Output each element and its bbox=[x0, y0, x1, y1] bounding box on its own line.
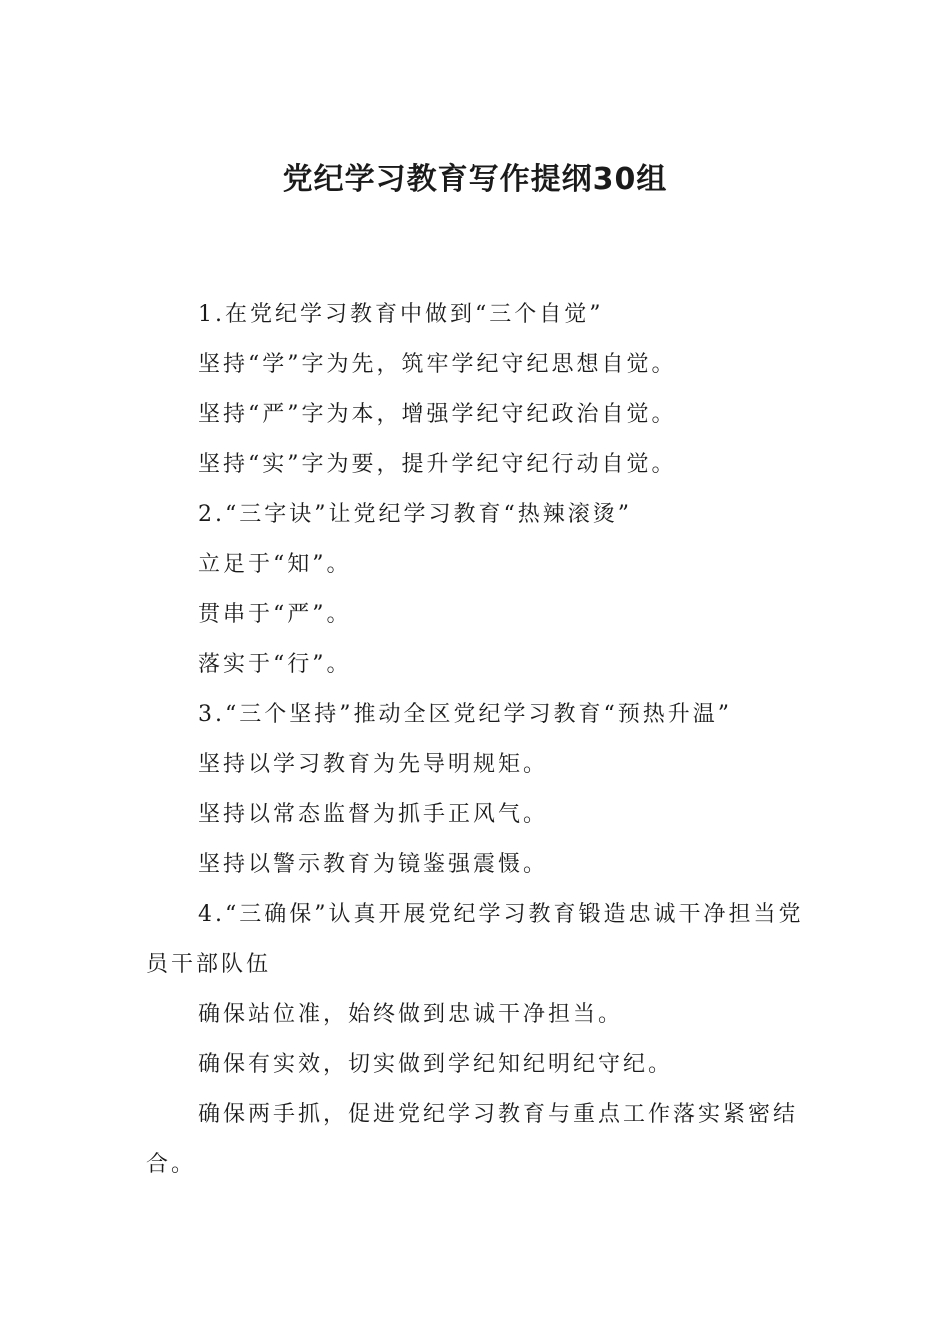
paragraph-10: 坚持以学习教育为先导明规矩。 bbox=[198, 752, 549, 777]
paragraph-4: 坚持“实”字为要，提升学纪守纪行动自觉。 bbox=[198, 452, 677, 477]
paragraph-1: 1.在党纪学习教育中做到“三个自觉” bbox=[198, 302, 604, 327]
paragraph-3: 坚持“严”字为本，增强学纪守纪政治自觉。 bbox=[198, 402, 677, 427]
paragraph-6: 立足于“知”。 bbox=[198, 552, 352, 577]
paragraph-7: 贯串于“严”。 bbox=[198, 602, 352, 627]
paragraph-12: 坚持以警示教育为镜鉴强震慑。 bbox=[198, 852, 549, 877]
paragraph-13: 4.“三确保”认真开展党纪学习教育锻造忠诚干净担当党员干部队伍 bbox=[146, 902, 804, 977]
document-body bbox=[146, 290, 810, 1190]
paragraph-9: 3.“三个坚持”推动全区党纪学习教育“预热升温” bbox=[198, 702, 732, 727]
document-title: 党纪学习教育写作提纲30组 bbox=[282, 162, 668, 197]
paragraph-14: 确保站位准，始终做到忠诚干净担当。 bbox=[198, 1002, 624, 1027]
paragraph-8: 落实于“行”。 bbox=[198, 652, 352, 677]
paragraph-5: 2.“三字诀”让党纪学习教育“热辣滚烫” bbox=[198, 502, 632, 527]
paragraph-16: 确保两手抓，促进党纪学习教育与重点工作落实紧密结合。 bbox=[146, 1102, 799, 1177]
paragraph-15: 确保有实效，切实做到学纪知纪明纪守纪。 bbox=[198, 1052, 674, 1077]
paragraph-11: 坚持以常态监督为抓手正风气。 bbox=[198, 802, 549, 827]
paragraph-2: 坚持“学”字为先，筑牢学纪守纪思想自觉。 bbox=[198, 352, 677, 377]
